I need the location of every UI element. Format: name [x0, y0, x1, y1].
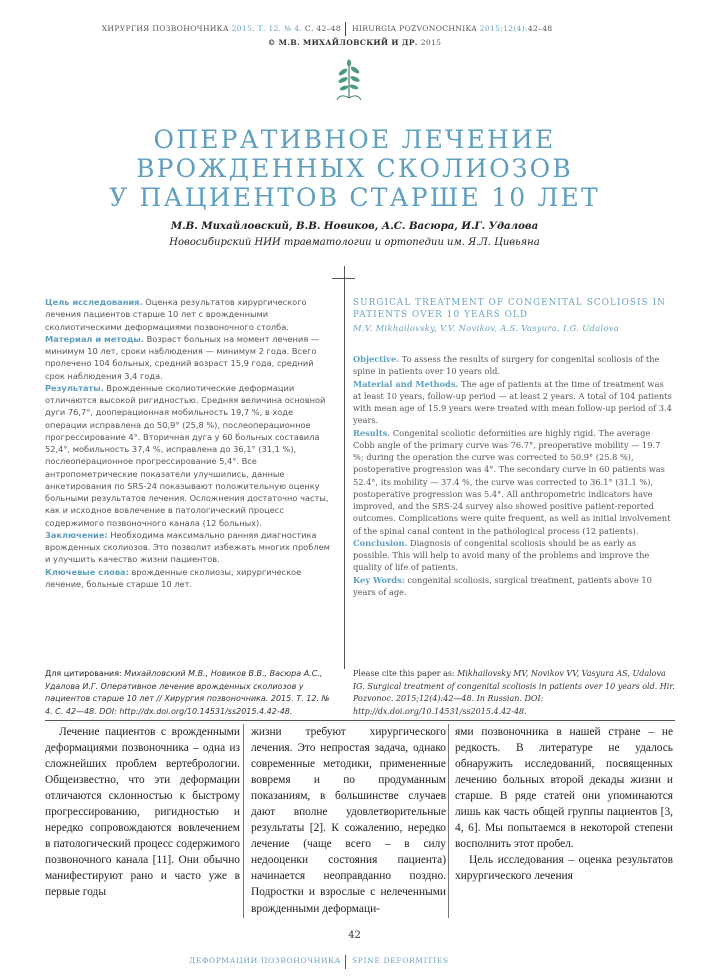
abstract-en-title: SURGICAL TREATMENT OF CONGENITAL SCOLIOSIS IN PATIENTS OVER 10 YEARS OLD — [353, 298, 666, 320]
abstract-en-methods — [353, 378, 673, 427]
body-paragraph: Лечение пациентов с врожденными деформациями позвоночника – одна из сложнейших проблем вертебрологии. Общеизвестно, что эти деформации отличаются склонностью к быстрому прогрессированию, ригидностью и нередко сопровождаются вовлечением в патологический процесс содержимого позвоночного канала [11]. Они обычно манифестируют рано и часто уже в первые годы — [45, 726, 240, 899]
running-head-ru — [102, 24, 341, 33]
abstract-label: Результаты. — [45, 382, 104, 393]
abstract-en-results — [353, 427, 673, 537]
abstract-label: Материал и методы. — [45, 333, 145, 344]
column-divider — [344, 266, 345, 669]
body-column-1 — [45, 724, 240, 901]
issue-ru: 2015. Т. 12. № 4. — [231, 24, 303, 33]
abstract-ru-objective — [45, 296, 335, 333]
abstract-ru-methods — [45, 333, 335, 382]
abstract-text: Необходима максимально ранняя диагностика врожденных сколиозов. Это позволит избежать многих проблем и улучшить качество жизни пациентов. — [45, 529, 330, 565]
abstract-text: To assess the results of surgery for congenital scoliosis of the spine in patients over 10 years old. — [353, 354, 660, 377]
abstract-en — [353, 353, 673, 598]
abstract-en-keywords — [353, 574, 673, 599]
abstract-label: Conclusion. — [353, 537, 408, 548]
column-separator — [243, 724, 244, 918]
citation-ru — [45, 668, 337, 718]
body-paragraph: Цель исследования – оценка результатов хирургического лечения — [455, 854, 673, 883]
body-column-3 — [455, 724, 673, 884]
journal-name-ru: ХИРУРГИЯ ПОЗВОНОЧНИКА — [101, 24, 229, 33]
pages-ru: С. 42–48 — [304, 24, 341, 33]
abstract-label: Ключевые слова: — [45, 566, 129, 577]
citation-body: Mikhailovsky MV, Novikov VV, Vasyura AS, Udalova IG. Surgical treatment of congenital scoliosis in patients over 10 years old. Hir. Pozvonoc. 2015;12(4):42—48. In Russian. DOI: http://dx.doi.org/10.14531/ss2015.4.42-48. — [353, 669, 675, 716]
abstract-text: Оценка результатов хирургического лечения пациентов старше 10 лет с врожденными сколиотическими деформациями позвоночного столба. — [45, 297, 307, 332]
section-rule — [45, 720, 675, 721]
abstract-ru-results — [45, 382, 335, 529]
running-footer — [0, 955, 709, 969]
abstract-text: congenital scoliosis, surgical treatment, patients above 10 years of age. — [353, 574, 652, 597]
abstract-label: Цель исследования. — [45, 297, 143, 307]
affiliation: Новосибирский НИИ травматологии и ортопедии им. Я.Л. Цивьяна — [169, 237, 540, 248]
running-head-en — [352, 24, 553, 33]
body-paragraph: ями позвоночника в нашей стране – не редкость. В литературе не удалось обнаружить исследований, посвященных лечению больных второй декады жизни и старше. В ряде статей они упоминаются лишь как часть общей группы пациентов [3, 4, 6]. Мы попытаемся в некоторой степени восполнить этот пробел. — [455, 726, 673, 851]
column-divider-cap — [332, 278, 355, 279]
abstract-text: The age of patients at the time of treatment was at least 10 years, follow-up period — at least 2 years. A total of 104 patients with mean age of 15.9 years were treated with mean follow-up period of 3.4 years. — [353, 378, 672, 426]
abstract-ru — [45, 296, 335, 590]
title-line: У ПАЦИЕНТОВ СТАРШЕ 10 ЛЕТ — [109, 183, 600, 212]
olive-branch-icon — [329, 58, 369, 102]
abstract-text: Возраст больных на момент лечения — минимум 10 лет, сроки наблюдения — минимум 2 года. Всего пролечено 104 больных, средний возраст 15,9 года, средний срок наблюдения 3,4 года. — [45, 333, 320, 381]
column-separator — [448, 724, 449, 918]
issue-en: 2015;12(4): — [479, 24, 528, 33]
abstract-text: Diagnosis of congenital scoliosis should be as early as possible. This will help to avoid many of the problems and improve the quality of life of patients. — [353, 537, 650, 573]
abstract-en-authors: M.V. Mikhailovsky, V.V. Novikov, A.S. Vasyura, I.G. Udalova — [353, 323, 620, 333]
section-name-ru: ДЕФОРМАЦИИ ПОЗВОНОЧНИКА — [189, 956, 341, 965]
citation-en — [353, 668, 675, 718]
abstract-label: Results. — [353, 427, 391, 438]
abstract-text: врожденные сколиозы, хирургическое лечение, больные старше 10 лет. — [45, 566, 302, 589]
abstract-label: Key Words: — [353, 574, 405, 585]
copyright-line — [0, 38, 709, 47]
page-number: 42 — [348, 930, 361, 941]
abstract-label: Material and Methods. — [353, 378, 459, 389]
citation-lead: Для цитирования: — [45, 669, 122, 678]
copyright-holder: © М.В. МИХАЙЛОВСКИЙ И ДР. — [267, 38, 418, 47]
journal-name-en: HIRURGIA POZVONOCHNIKA — [352, 24, 478, 33]
authors: М.В. Михайловский, В.В. Новиков, А.С. Васюра, И.Г. Удалова — [170, 220, 539, 232]
abstract-ru-conclusion — [45, 529, 335, 566]
section-name-en: SPINE DEFORMITIES — [352, 956, 449, 965]
abstract-en-objective — [353, 353, 673, 378]
citation-body: Михайловский М.В., Новиков В.В., Васюра А.С., Удалова И.Г. Оперативное лечение врожденных сколиозов у пациентов старше 10 лет // Хирургия позвоночника. 2015. Т. 12. № 4. С. 42—48. DOI: http://dx.doi.org/10.14531/ss2015.4.42-48. — [45, 669, 330, 716]
abstract-label: Objective. — [353, 354, 400, 364]
abstract-text: Congenital scoliotic deformities are highly rigid. The average Cobb angle of the primary curve was 76.7°, preoperative mobility — 19.7 %; during the operation the curve was corrected to 50.9° (25.8 %), postoperative progression was 4°. The secondary curve in 60 patients was 52.4°, its mobility — 37.4 %, the curve was corrected to 36.1° (31.1 %), postoperative progression was 5.4°. All anthropometric indicators have improved, and the SRS-24 survey also showed positive patient-reported outcomes. Complications were quite frequent, as well as initial involvement of the spinal canal content in the pathological process (12 patients). — [353, 427, 671, 536]
body-paragraph: жизни требуют хирургического лечения. Это непростая задача, однако современные методики, примененные вовремя и по продуманным показаниям, в большинстве случаев дают вполне удовлетворительные результаты [2]. К сожалению, нередко лечение (чаще всего – в силу недооценки состояния пациента) начинается неоправданно поздно. Подростки и взрослые с нелеченными врожденными деформаци- — [251, 726, 446, 915]
abstract-en-conclusion — [353, 537, 673, 574]
article-title — [0, 125, 709, 212]
abstract-ru-keywords — [45, 566, 335, 591]
pages-en: 42–48 — [527, 24, 553, 33]
running-head-divider — [345, 22, 346, 36]
title-line: ОПЕРАТИВНОЕ ЛЕЧЕНИЕ — [153, 125, 556, 154]
footer-divider — [345, 955, 346, 969]
copyright-year: 2015 — [420, 38, 442, 47]
abstract-text: Врожденные сколиотические деформации отличаются высокой ригидностью. Средняя величина основной дуги 76,7°, дооперационная мобильность 19,7 %, в ходе операции исправлена до 50,9° (25,8 %), послеоперационное прогрессирование 4°. Вторичная дуга у 60 больных составила 52,4°, мобильность 37,4 %, исправлена до 36,1° (31,1 %), послеоперационное прогрессирование 5,4°. Все антропометрические показатели улучшились, данные анкетирования по SRS-24 показывают положительную оценку больными результатов лечения. Осложнения достаточно часты, как и исходное вовлечение в патологический процесс содержимого позвоночного канала (12 больных). — [45, 382, 329, 528]
body-column-2 — [251, 724, 446, 917]
abstract-label: Заключение: — [45, 529, 108, 540]
citation-lead: Please cite this paper as: — [353, 669, 455, 678]
title-line: ВРОЖДЕННЫХ СКОЛИОЗОВ — [136, 154, 573, 183]
